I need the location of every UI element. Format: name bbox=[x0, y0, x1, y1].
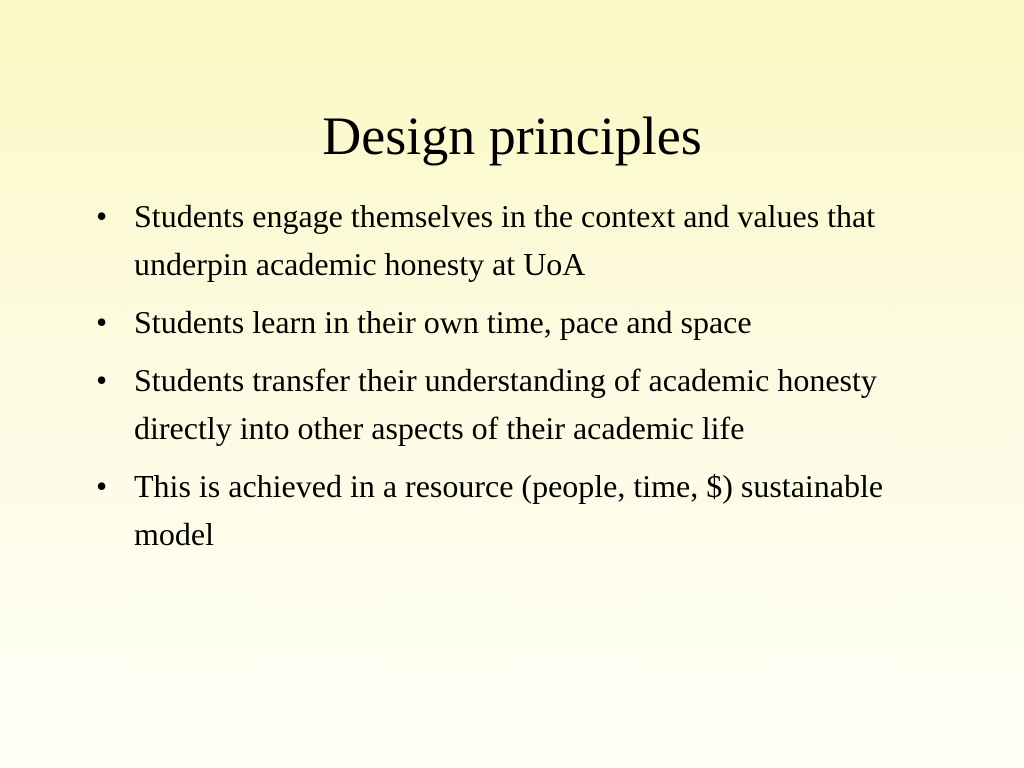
slide-title: Design principles bbox=[322, 106, 702, 166]
bullet-item bbox=[96, 192, 956, 288]
bullet-marker: • bbox=[96, 304, 108, 340]
bullet-item bbox=[96, 462, 956, 558]
bullet-marker: • bbox=[96, 198, 108, 234]
bullet-text: Students transfer their understanding of academic honesty directly into other aspects of their academic life bbox=[134, 362, 877, 446]
bullet-item bbox=[96, 356, 956, 452]
bullet-text: Students engage themselves in the context and values that underpin academic honesty at UoA bbox=[134, 198, 876, 282]
bullet-item bbox=[96, 298, 956, 346]
bullet-marker: • bbox=[96, 362, 108, 398]
bullet-text: Students learn in their own time, pace and space bbox=[134, 304, 752, 340]
bullet-marker: • bbox=[96, 468, 108, 504]
bullet-list bbox=[96, 192, 956, 568]
bullet-text: This is achieved in a resource (people, time, $) sustainable model bbox=[134, 468, 884, 552]
